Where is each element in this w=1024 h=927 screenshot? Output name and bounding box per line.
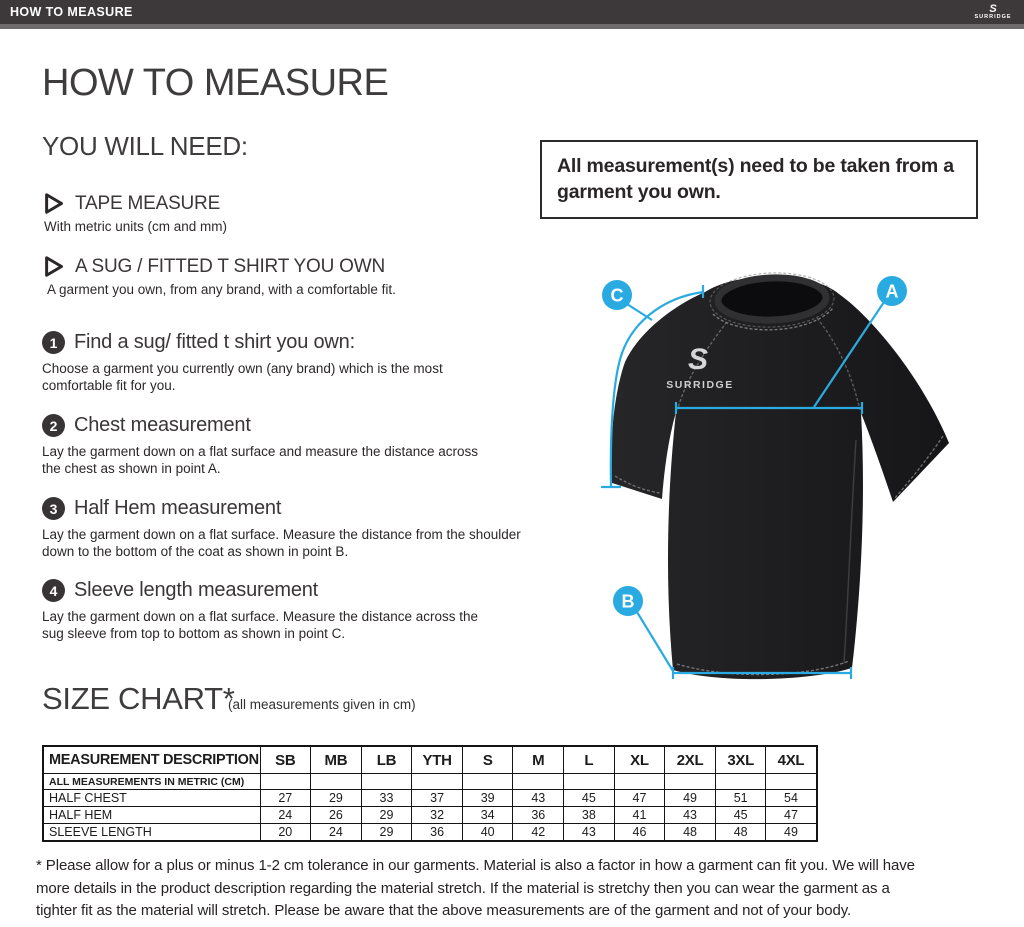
size-row [43, 790, 817, 807]
measurement-value-cell: 32 [412, 807, 463, 824]
col-header-size: SB [260, 746, 311, 774]
empty-cell [311, 774, 362, 790]
measurement-label-cell: HALF CHEST [43, 790, 260, 807]
garment-logo-wordmark: SURRIDGE [666, 379, 734, 391]
need-item-label: TAPE MEASURE [75, 192, 221, 214]
point-c-label: C [610, 285, 624, 306]
surridge-s-mark: S [989, 2, 997, 15]
col-header-size: XL [614, 746, 665, 774]
disclaimer-line: * Please allow for a plus or minus 1-2 cm tolerance in our garments. Material is also a factor in how a garment can fit you. We will have [36, 857, 915, 874]
step-body-line: Lay the garment down on a flat surface. Measure the distance across the [42, 609, 478, 624]
measurement-value-cell: 24 [260, 807, 311, 824]
step-body-line: comfortable fit for you. [42, 378, 176, 393]
step-body-line: sug sleeve from top to bottom as shown in point C. [42, 626, 346, 641]
step-1 [42, 331, 547, 394]
empty-cell [665, 774, 716, 790]
measurement-value-cell: 48 [665, 824, 716, 842]
disclaimer-line: tighter fit as the material will stretch. Please be aware that the above measurements are of the garment and not of your body. [36, 902, 852, 919]
col-header-size: 4XL [766, 746, 817, 774]
step-body-line: down to the bottom of the coat as shown in point B. [42, 544, 349, 559]
title-bar-divider [0, 24, 1024, 29]
measurement-value-cell: 42 [513, 824, 564, 842]
step-body-line: Lay the garment down on a flat surface and measure the distance across [42, 444, 479, 459]
step-body-line: Choose a garment you currently own (any brand) which is the most [42, 361, 443, 376]
point-a-label: A [885, 281, 899, 302]
measurement-label-cell: SLEEVE LENGTH [43, 824, 260, 842]
step-body-line: the chest as shown in point A. [42, 461, 221, 476]
point-b-pointer-line [637, 612, 673, 671]
measurement-value-cell: 49 [665, 790, 716, 807]
step-body-line: Lay the garment down on a flat surface. Measure the distance from the shoulder [42, 527, 521, 542]
measurement-value-cell: 29 [311, 790, 362, 807]
empty-cell [462, 774, 513, 790]
measurement-value-cell: 48 [715, 824, 766, 842]
metric-note-row [43, 774, 817, 790]
measurement-value-cell: 36 [513, 807, 564, 824]
step-title: Half Hem measurement [74, 497, 282, 519]
collar-opening [717, 276, 826, 322]
need-item-sub: A garment you own, from any brand, with a comfortable fit. [47, 282, 396, 297]
col-header-size: S [462, 746, 513, 774]
empty-cell [513, 774, 564, 790]
measurement-value-cell: 41 [614, 807, 665, 824]
surridge-logo-icon [970, 1, 1016, 23]
empty-cell [564, 774, 615, 790]
size-row [43, 824, 817, 842]
measurement-value-cell: 36 [412, 824, 463, 842]
measurement-value-cell: 33 [361, 790, 412, 807]
you-will-need-heading: YOU WILL NEED: [42, 131, 248, 161]
empty-cell [361, 774, 412, 790]
need-item-sub: With metric units (cm and mm) [44, 219, 228, 234]
title-bar [0, 0, 1024, 24]
measurement-value-cell: 45 [564, 790, 615, 807]
empty-cell [766, 774, 817, 790]
step-2 [42, 414, 547, 477]
size-chart-table [42, 745, 818, 842]
measurement-value-cell: 43 [513, 790, 564, 807]
measurement-value-cell: 45 [715, 807, 766, 824]
disclaimer-text [36, 855, 1016, 923]
measurement-label-cell: HALF HEM [43, 807, 260, 824]
step-4 [42, 579, 547, 642]
step-body [42, 608, 547, 642]
size-chart-heading: SIZE CHART* [42, 681, 235, 716]
measurement-value-cell: 40 [462, 824, 513, 842]
measurement-note: All measurement(s) need to be taken from a garment you own. [540, 140, 978, 219]
measurement-value-cell: 20 [260, 824, 311, 842]
col-header-size: M [513, 746, 564, 774]
measurement-value-cell: 34 [462, 807, 513, 824]
triangle-bullet-icon [44, 255, 65, 278]
surridge-wordmark: SURRIDGE [974, 13, 1012, 20]
size-chart-subtitle: (all measurements given in cm) [228, 697, 416, 712]
step-body [42, 443, 547, 477]
need-item-garment [44, 255, 544, 297]
measurement-value-cell: 49 [766, 824, 817, 842]
measurement-value-cell: 51 [715, 790, 766, 807]
measurement-value-cell: 38 [564, 807, 615, 824]
title-bar-label: HOW TO MEASURE [10, 5, 133, 19]
point-c-pointer-line [627, 304, 652, 320]
measurement-value-cell: 39 [462, 790, 513, 807]
col-header-size: 2XL [665, 746, 716, 774]
measurement-value-cell: 24 [311, 824, 362, 842]
step-title: Find a sug/ fitted t shirt you own: [74, 331, 355, 353]
measurement-value-cell: 26 [311, 807, 362, 824]
measurement-value-cell: 29 [361, 824, 412, 842]
col-header-description: MEASUREMENT DESCRIPTION [43, 746, 260, 774]
point-b-label: B [621, 591, 635, 612]
step-number-badge: 1 [42, 331, 65, 354]
step-body [42, 360, 547, 394]
measurement-value-cell: 27 [260, 790, 311, 807]
garment-logo-mark: S [687, 343, 709, 376]
step-3 [42, 497, 547, 560]
measurement-value-cell: 37 [412, 790, 463, 807]
measurement-value-cell: 46 [614, 824, 665, 842]
tshirt-silhouette [611, 277, 949, 679]
page-title: HOW TO MEASURE [42, 62, 389, 104]
col-header-size: L [564, 746, 615, 774]
need-item-label: A SUG / FITTED T SHIRT YOU OWN [75, 255, 386, 277]
empty-cell [715, 774, 766, 790]
metric-note-cell: ALL MEASUREMENTS IN METRIC (CM) [43, 774, 260, 790]
need-item-tape-measure [44, 192, 544, 234]
step-number-badge: 4 [42, 579, 65, 602]
measurement-value-cell: 47 [766, 807, 817, 824]
step-number-badge: 2 [42, 414, 65, 437]
empty-cell [412, 774, 463, 790]
size-row [43, 807, 817, 824]
measurement-value-cell: 54 [766, 790, 817, 807]
measurement-value-cell: 47 [614, 790, 665, 807]
measurement-value-cell: 29 [361, 807, 412, 824]
col-header-size: YTH [412, 746, 463, 774]
empty-cell [260, 774, 311, 790]
disclaimer-line: more details in the product description regarding the material stretch. If the material is stretchy then you can wear the garment as a [36, 879, 890, 897]
step-title: Chest measurement [74, 414, 251, 436]
col-header-size: LB [361, 746, 412, 774]
garment-diagram [555, 240, 1024, 710]
col-header-size: 3XL [715, 746, 766, 774]
empty-cell [614, 774, 665, 790]
triangle-bullet-icon [44, 192, 65, 215]
measurement-value-cell: 43 [665, 807, 716, 824]
measurement-value-cell: 43 [564, 824, 615, 842]
step-number-badge: 3 [42, 497, 65, 520]
col-header-size: MB [311, 746, 362, 774]
step-title: Sleeve length measurement [74, 579, 319, 601]
step-body [42, 526, 547, 560]
